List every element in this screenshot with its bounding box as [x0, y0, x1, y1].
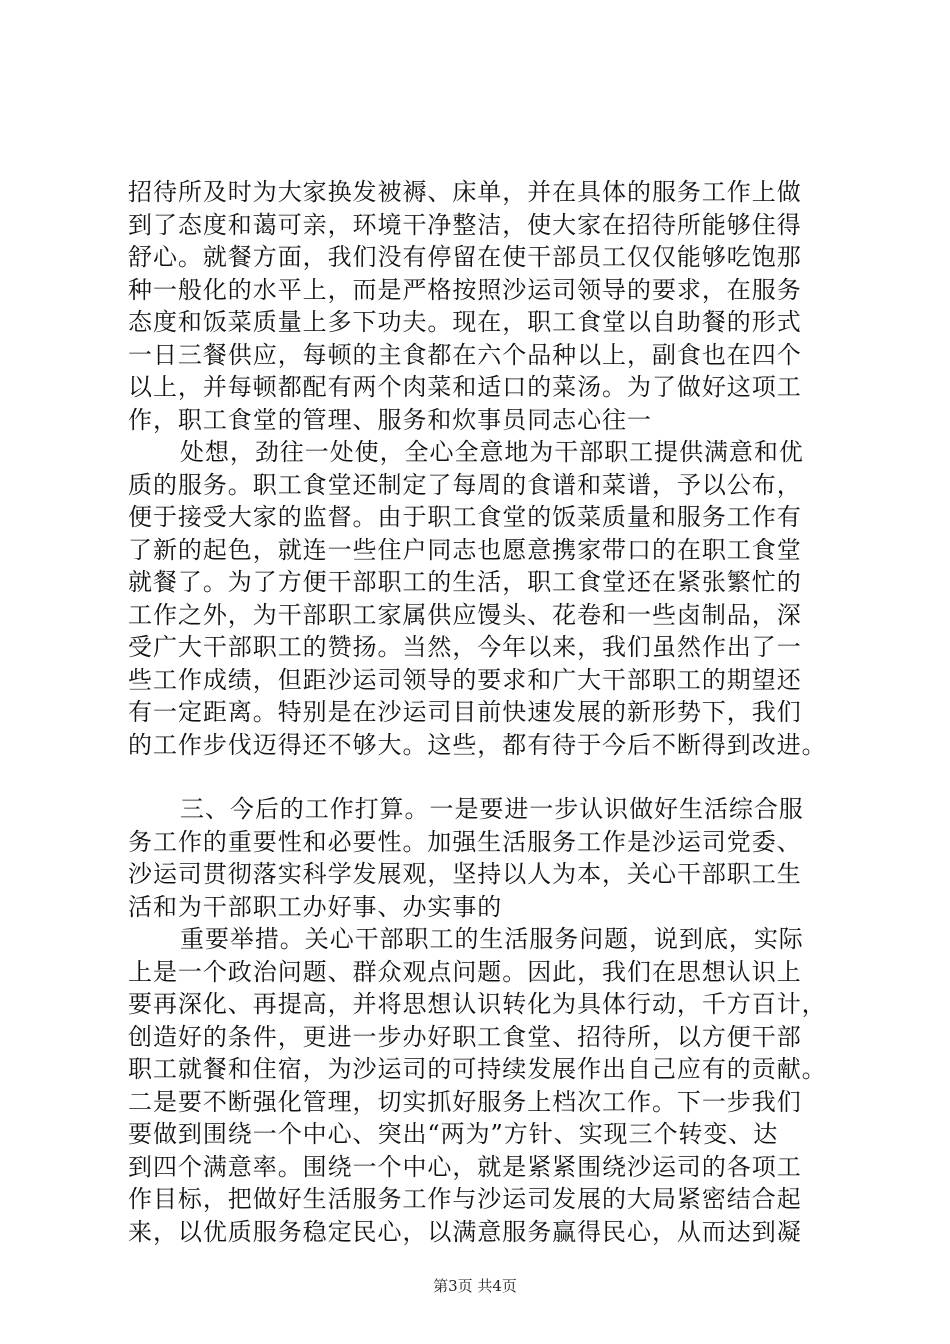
- text-line: 处想，劲往一处使，全心全意地为干部职工提供满意和优: [180, 438, 804, 466]
- text-line: 招待所及时为大家换发被褥、床单，并在具体的服务工作上做: [128, 178, 802, 206]
- text-line: 质的服务。职工食堂还制定了每周的食谱和菜谱，予以公布，: [128, 470, 802, 499]
- text-line: 沙运司贯彻落实科学发展观，坚持以人为本，关心干部职工生: [128, 860, 802, 888]
- text-line: 的工作步伐迈得还不够大。这些，都有待于今后不断得到改进。: [128, 730, 827, 759]
- text-line: 要再深化、再提高，并将思想认识转化为具体行动，千方百计，: [128, 990, 827, 1018]
- text-line: 态度和饭菜质量上多下功夫。现在，职工食堂以自助餐的形式: [128, 308, 802, 336]
- text-line: 活和为干部职工办好事、办实事的: [128, 892, 503, 921]
- page-footer: 第3页 共4页: [433, 1277, 517, 1295]
- text-line: 受广大干部职工的赞扬。当然，今年以来，我们虽然作出了一: [128, 633, 802, 661]
- text-line: 到四个满意率。围绕一个中心，就是紧紧围绕沙运司的各项工: [128, 1152, 802, 1181]
- text-line: 有一定距离。特别是在沙运司目前快速发展的新形势下，我们: [128, 698, 802, 726]
- text-line: 要做到围绕一个中心、突出“两为”方针、实现三个转变、达: [128, 1120, 779, 1148]
- text-line: 了新的起色，就连一些住户同志也愿意携家带口的在职工食堂: [128, 535, 802, 564]
- text-line: 职工就餐和住宿，为沙运司的可持续发展作出自己应有的贡献。: [128, 1055, 827, 1083]
- paragraph-gap: [128, 761, 868, 793]
- text-line: 上是一个政治问题、群众观点问题。因此，我们在思想认识上: [128, 957, 802, 986]
- text-line: 些工作成绩，但距沙运司领导的要求和广大干部职工的期望还: [128, 665, 802, 694]
- text-line: 工作之外，为干部职工家属供应馒头、花卷和一些卤制品，深: [128, 600, 802, 629]
- text-line: 作，职工食堂的管理、服务和炊事员同志心往一: [128, 405, 652, 434]
- section-heading-line: 三、今后的工作打算。一是要进一步认识做好生活综合服: [180, 795, 804, 823]
- text-line: 到了态度和蔼可亲，环境干净整洁，使大家在招待所能够住得: [128, 210, 802, 239]
- text-line: 以上，并每顿都配有两个肉菜和适口的菜汤。为了做好这项工: [128, 373, 802, 401]
- text-line: 舒心。就餐方面，我们没有停留在使干部员工仅仅能够吃饱那: [128, 243, 802, 271]
- text-line: 来，以优质服务稳定民心，以满意服务赢得民心，从而达到凝: [128, 1217, 802, 1246]
- text-line: 就餐了。为了方便干部职工的生活，职工食堂还在紧张繁忙的: [128, 568, 802, 596]
- text-line: 便于接受大家的监督。由于职工食堂的饭菜质量和服务工作有: [128, 503, 802, 531]
- document-body: [128, 176, 868, 1248]
- text-line: 务工作的重要性和必要性。加强生活服务工作是沙运司党委、: [128, 827, 802, 856]
- text-line: 一日三餐供应，每顿的主食都在六个品种以上，副食也在四个: [128, 340, 802, 369]
- text-line: 作目标，把做好生活服务工作与沙运司发展的大局紧密结合起: [128, 1185, 802, 1213]
- text-line: 重要举措。关心干部职工的生活服务问题，说到底，实际: [180, 925, 804, 953]
- text-line: 种一般化的水平上，而是严格按照沙运司领导的要求，在服务: [128, 275, 802, 304]
- text-line: 创造好的条件，更进一步办好职工食堂、招待所，以方便干部: [128, 1022, 802, 1051]
- text-line: 二是要不断强化管理，切实抓好服务上档次工作。下一步我们: [128, 1087, 802, 1116]
